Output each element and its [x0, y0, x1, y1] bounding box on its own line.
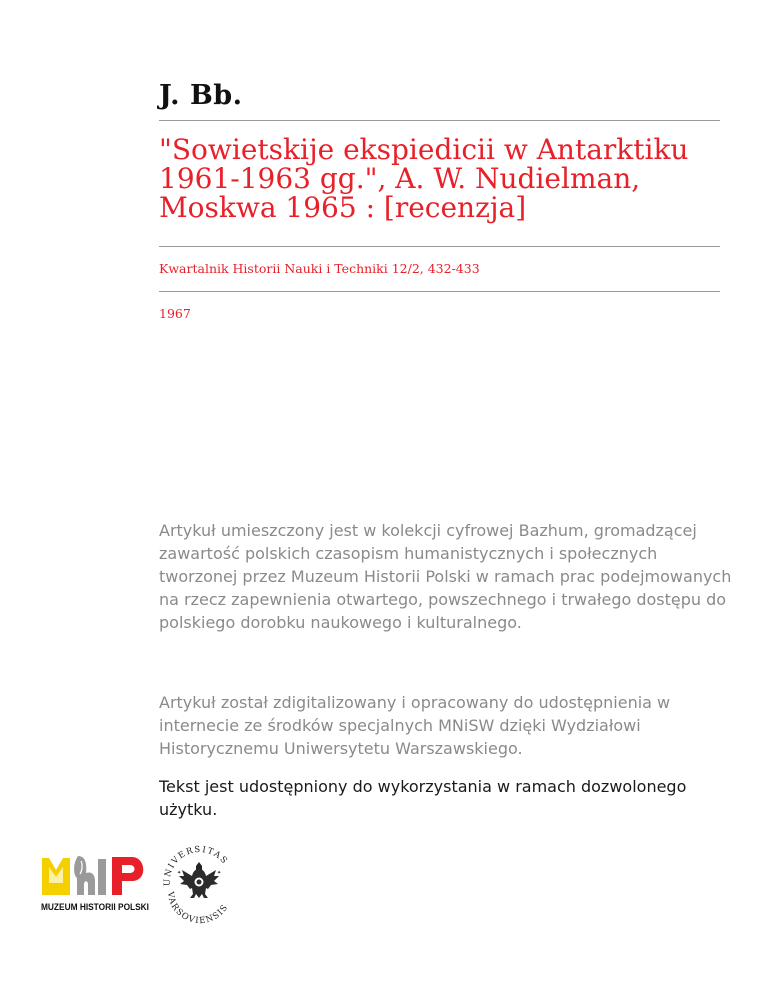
mhp-p-shape: [112, 857, 143, 895]
svg-text:✦: ✦: [217, 870, 222, 876]
journal-reference: Kwartalnik Historii Nauki i Techniki 12/2, 432-433: [159, 261, 480, 276]
mhp-m-shape: [42, 858, 70, 895]
seal-text-bottom: VARSOVIENSIS: [164, 891, 231, 927]
collection-note: Artykuł umieszczony jest w kolekcji cyfrowej Bazhum, gromadzącej zawartość polskich czasopism humanistycznych i społecznych tworzonej przez Muzeum Historii Polski w ramach prac podejmowanych na rzecz zapewnienia otwartego, powszechnego i trwałego dostępu do polskiego dorobku naukowego i kulturalnego.: [159, 521, 732, 632]
mhp-h-shape: [74, 856, 106, 895]
university-seal: [162, 832, 236, 928]
museum-logo-text: MUZEUM HISTORII POLSKI: [41, 902, 149, 912]
publication-year: 1967: [159, 306, 191, 321]
usage-note: Tekst jest udostępniony do wykorzystania w ramach dozwolonego użytku.: [159, 777, 687, 819]
museum-logo: [40, 853, 152, 915]
divider: [159, 246, 720, 247]
article-title: "Sowietskije ekspiedicii w Antarktiku 1961-1963 gg.", A. W. Nudielman, Moskwa 1965 : [recenzja]: [159, 133, 689, 224]
svg-text:✦: ✦: [177, 870, 182, 876]
author-name: J. Bb.: [159, 80, 243, 111]
divider: [159, 291, 720, 292]
seal-text-top: UNIVERSITAS: [162, 844, 230, 887]
digitization-note: Artykuł został zdigitalizowany i opracowany do udostępnienia w internecie ze środków specjalnych MNiSW dzięki Wydziałowi Historycznemu Uniwersytetu Warszawskiego.: [159, 693, 671, 758]
eagle-icon: [179, 862, 222, 898]
divider: [159, 120, 720, 121]
